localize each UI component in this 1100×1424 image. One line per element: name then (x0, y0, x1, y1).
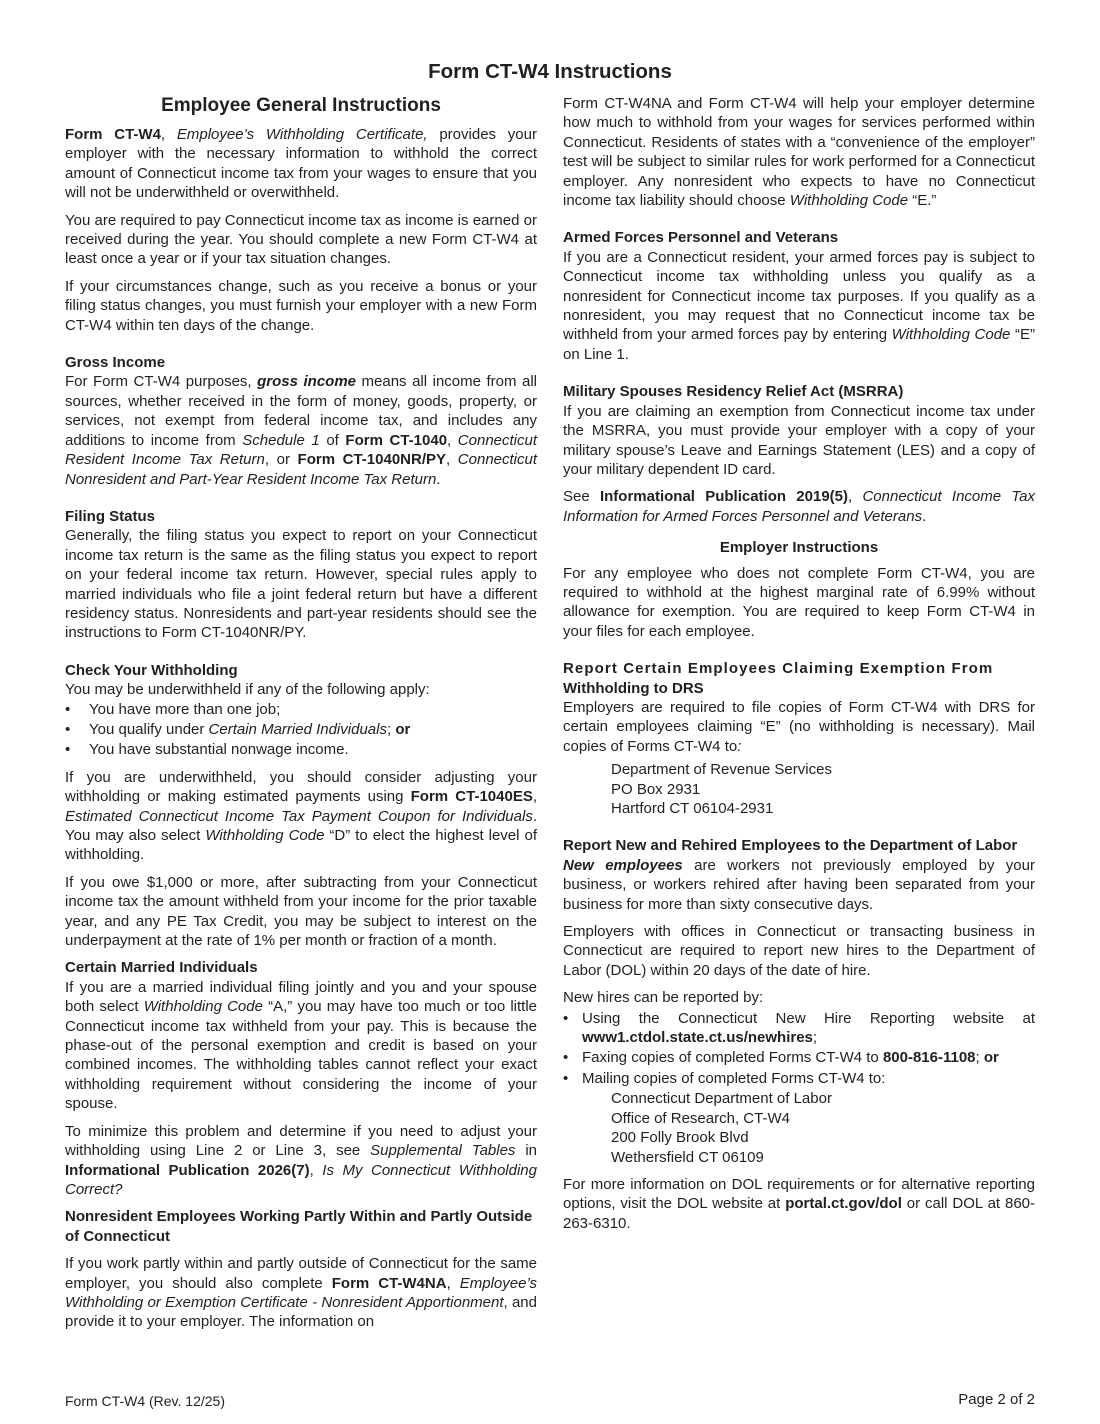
gross-income-paragraph: For Form CT-W4 purposes, gross income means all income from all sources, whether received in the form of money, goods, property, or services, not exempt from federal income tax, and includes any additions to income from Schedule 1 of Form CT-1040, Connecticut Resident Income Tax Return, or Form CT-1040NR/PY, Connecticut Nonresident and Part-Year Resident Income Tax Return. (65, 373, 538, 488)
report-exemption-heading: Report Certain Employees Claiming Exemption From Withholding to DRS (563, 660, 994, 697)
pay-paragraph: You are required to pay Connecticut income tax as income is earned or received during the year. You should complete a new Form CT-W4 at least once a year or if your tax situation changes. (65, 211, 537, 268)
new-hires-list (563, 1009, 1035, 1089)
circumstances-paragraph: If your circumstances change, such as you receive a bonus or your filing status changes, you must furnish your employer with a new Form CT-W4 within ten days of the change. (65, 277, 537, 334)
msrra-see-paragraph: See Informational Publication 2019(5), Connecticut Income Tax Information for Armed Forces Personnel and Veterans. (563, 488, 1035, 525)
married-minimize-paragraph: To minimize this problem and determine if you need to adjust your withholding using Line 2 or Line 3, see Supplemental Tables in Informational Publication 2026(7), Is My Connecticut Withholding Correct? (65, 1122, 538, 1198)
new-employees-paragraph: New employees are workers not previously employed by your business, or workers rehired after having been separated from your business for more than sixty consecutive days. (563, 856, 1035, 913)
list-item: • Faxing copies of completed Forms CT-W4 to 800-816-1108; or (563, 1048, 1035, 1067)
dol-heading: Report New and Rehired Employees to the Department of Labor (563, 837, 1018, 855)
employer-paragraph: For any employee who does not complete Form CT-W4, you are required to withhold at the highest marginal rate of 6.99% without allowance for exemption. You are required to keep Form CT-W4 in your files for each employee. (563, 564, 1035, 640)
dol-address: Connecticut Department of Labor Office of Research, CT-W4 200 Folly Brook Blvd Wethersfield CT 06109 (611, 1090, 832, 1166)
employee-instructions-heading: Employee General Instructions (161, 95, 441, 116)
list-item: • Mailing copies of completed Forms CT-W4 to: (563, 1069, 1035, 1088)
check-withholding-heading: Check Your Withholding (65, 661, 238, 679)
msrra-paragraph: If you are claiming an exemption from Connecticut income tax under the MSRRA, you must provide your employer with a copy of your military spouse’s Leave and Earnings Statement (LES) and a copy of your military dependent ID card. (563, 402, 1035, 478)
left-column (65, 94, 537, 1340)
new-hires-lead: New hires can be reported by: (563, 989, 764, 1007)
married-heading: Certain Married Individuals (65, 959, 258, 977)
married-paragraph: If you are a married individual filing jointly and you and your spouse both select Withholding Code “A,” you may have too much or too little Connecticut income tax withheld from your pay. This is because the phase-out of the personal exemption and credit is based on your combined incomes. The withholding tables cannot reflect your exact withholding requirement without considering the income of your spouse. (65, 978, 537, 1113)
underwithheld-list (65, 700, 537, 760)
list-item: • Using the Connecticut New Hire Reporting website at www1.ctdol.state.ct.us/newhires; (563, 1009, 1035, 1048)
page-number: Page 2 of 2 (958, 1391, 1035, 1408)
right-column (563, 94, 1035, 1241)
filing-status-heading: Filing Status (65, 507, 155, 525)
page-title: Form CT-W4 Instructions (428, 60, 672, 83)
interest-paragraph: If you owe $1,000 or more, after subtracting from your Connecticut income tax the amount withheld from your income for the prior taxable year, and any PE Tax Credit, you may be subject to interest on the underpayment at the rate of 1% per month or fraction of a month. (65, 873, 537, 950)
nonresident-heading: Nonresident Employees Working Partly Within and Partly Outside of Connecticut (65, 1208, 533, 1245)
dol-requirement-paragraph: Employers with offices in Connecticut or transacting business in Connecticut are required to report new hires to the Department of Labor (DOL) within 20 days of the date of hire. (563, 923, 1035, 979)
drs-address: Department of Revenue Services PO Box 2931 Hartford CT 06104-2931 (611, 761, 832, 817)
continuation-paragraph: Form CT-W4NA and Form CT-W4 will help your employer determine how much to withhold from your wages for services performed within Connecticut. Residents of states with a “convenience of the employer” test will be subject to similar rules for work performed for a Connecticut employer. Any nonresident who expects to have no Connecticut income tax liability should choose Withholding Code “E.” (563, 95, 1035, 210)
dol-info-paragraph: For more information on DOL requirements or for alternative reporting options, visit the DOL website at portal.ct.gov/dol or call DOL at 860-263-6310. (563, 1175, 1035, 1232)
gross-income-heading: Gross Income (65, 354, 166, 372)
report-exemption-paragraph: Employers are required to file copies of Form CT-W4 with DRS for certain employees claiming “E” (no withholding is necessary). Mail copies of Forms CT-W4 to: (563, 698, 1035, 755)
check-withholding-lead: You may be underwithheld if any of the following apply: (65, 681, 430, 699)
form-revision: Form CT-W4 (Rev. 12/25) (65, 1393, 225, 1409)
msrra-heading: Military Spouses Residency Relief Act (MSRRA) (563, 383, 904, 401)
armed-forces-heading: Armed Forces Personnel and Veterans (563, 229, 839, 247)
employer-instructions-heading: Employer Instructions (719, 539, 879, 557)
nonresident-paragraph: If you work partly within and partly outside of Connecticut for the same employer, you should also complete Form CT-W4NA, Employee’s Withholding or Exemption Certificate - Nonresident Apportionment, and provide it to your employer. The information on (65, 1255, 538, 1331)
list-item: • You have substantial nonwage income. (65, 740, 537, 759)
list-item: • You qualify under Certain Married Individuals; or (65, 720, 537, 739)
intro-paragraph: Form CT-W4, Employee’s Withholding Certificate, provides your employer with the necessary information to withhold the correct amount of Connecticut income tax from your wages to ensure that you will not be underwithheld or overwithheld. (65, 126, 537, 202)
armed-forces-paragraph: If you are a Connecticut resident, your armed forces pay is subject to Connecticut income tax withholding unless you qualify as a nonresident for Connecticut income tax purposes. If you qualify as a nonresident, you may request that no Connecticut income tax be withheld from your armed forces pay by entering Withholding Code “E” on Line 1. (563, 248, 1035, 363)
underwithheld-paragraph: If you are underwithheld, you should consider adjusting your withholding or making estimated payments using Form CT-1040ES, Estimated Connecticut Income Tax Payment Coupon for Individuals. You may also select Withholding Code “D” to elect the highest level of withholding. (65, 768, 537, 864)
list-item: • You have more than one job; (65, 700, 537, 719)
filing-status-paragraph: Generally, the filing status you expect to report on your Connecticut income tax return is the same as the filing status you expect to report on your federal income tax return. However, special rules apply to married individuals who file a joint federal return but have a different residency status. Nonresidents and part-year residents should see the instructions to Form CT-1040NR/PY. (65, 527, 537, 642)
